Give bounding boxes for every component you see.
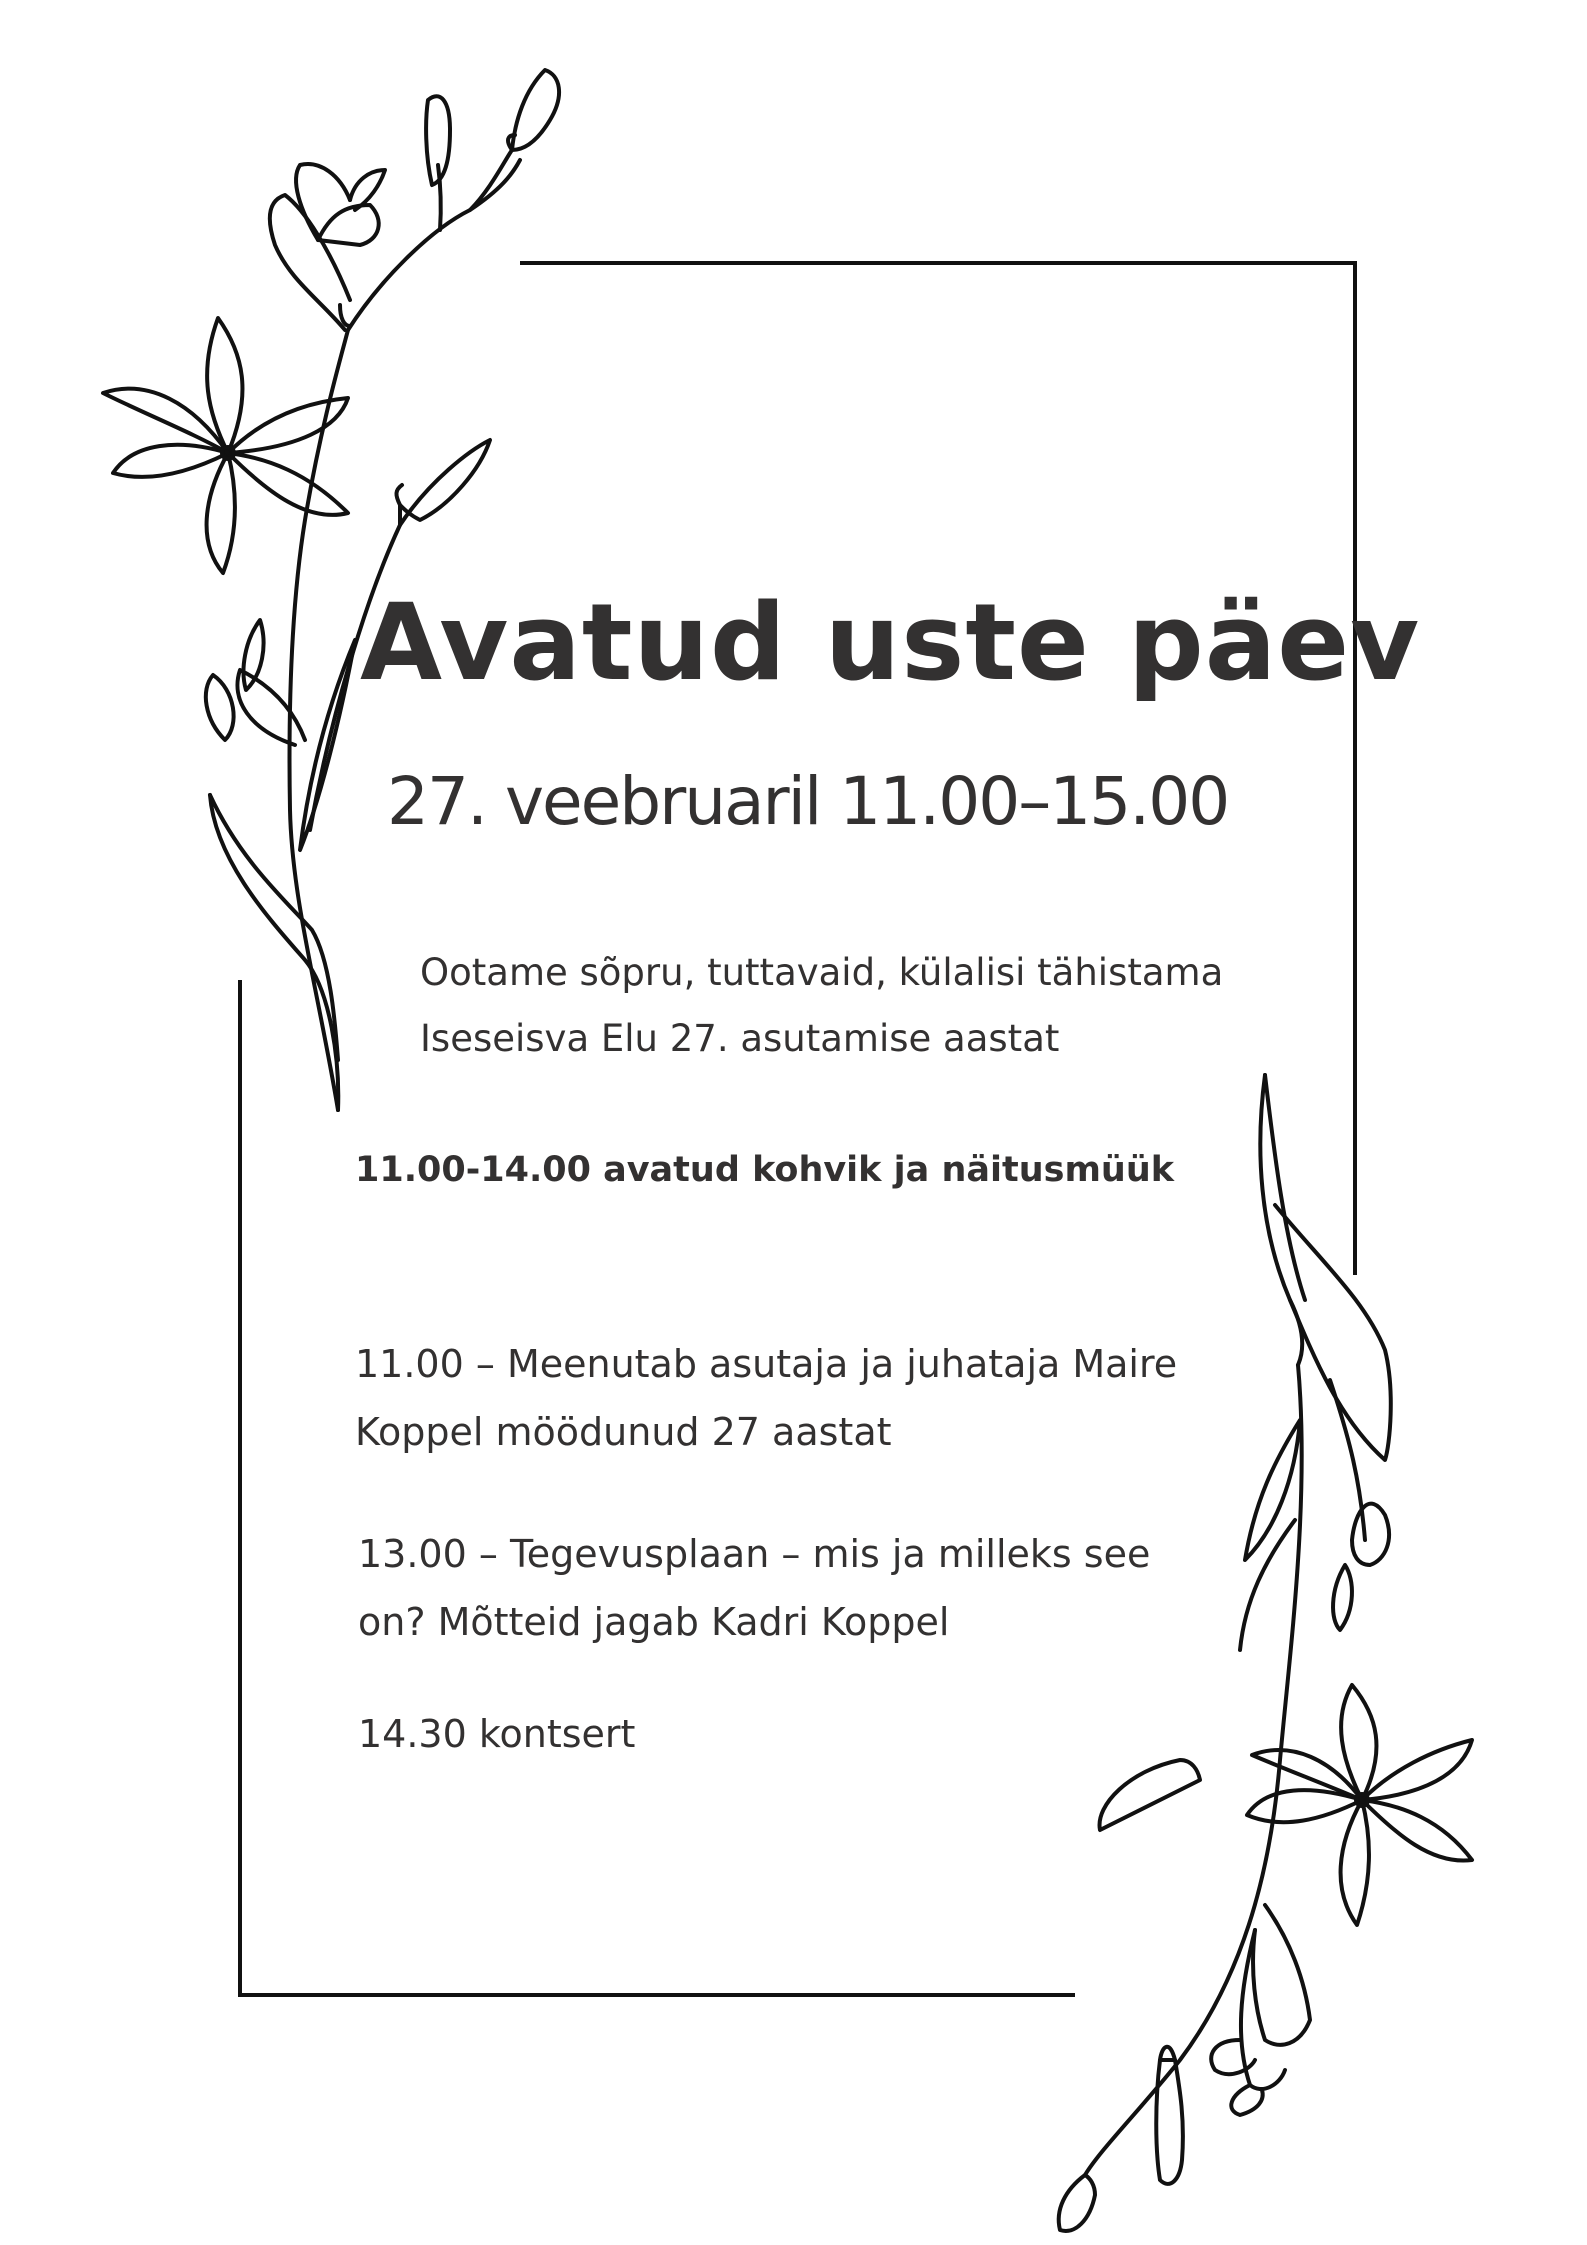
frame-bottom-left-corner [240, 980, 1075, 1995]
program-item-line: on? Mõtteid jagab Kadri Koppel [358, 1600, 950, 1644]
intro-paragraph [420, 940, 1223, 1072]
program-item [358, 1700, 635, 1768]
program-item-line: 13.00 – Tegevusplaan – mis ja milleks see [358, 1532, 1151, 1576]
intro-line: Iseseisva Elu 27. asutamise aastat [420, 1017, 1060, 1060]
cafe-announcement: 11.00-14.00 avatud kohvik ja näitusmüük [355, 1150, 1175, 1190]
program-item-line: 11.00 – Meenutab asutaja ja juhataja Maire [355, 1342, 1178, 1386]
program-item [355, 1330, 1177, 1466]
intro-line: Ootame sõpru, tuttavaid, külalisi tähistama [420, 951, 1224, 994]
program-item [358, 1520, 1150, 1656]
event-date: 27. veebruaril 11.00–15.00 [387, 763, 1229, 840]
event-title: Avatud uste päev [360, 581, 1421, 704]
program-item-line: Koppel möödunud 27 aastat [355, 1410, 892, 1454]
program-item-line: 14.30 kontsert [358, 1712, 636, 1756]
